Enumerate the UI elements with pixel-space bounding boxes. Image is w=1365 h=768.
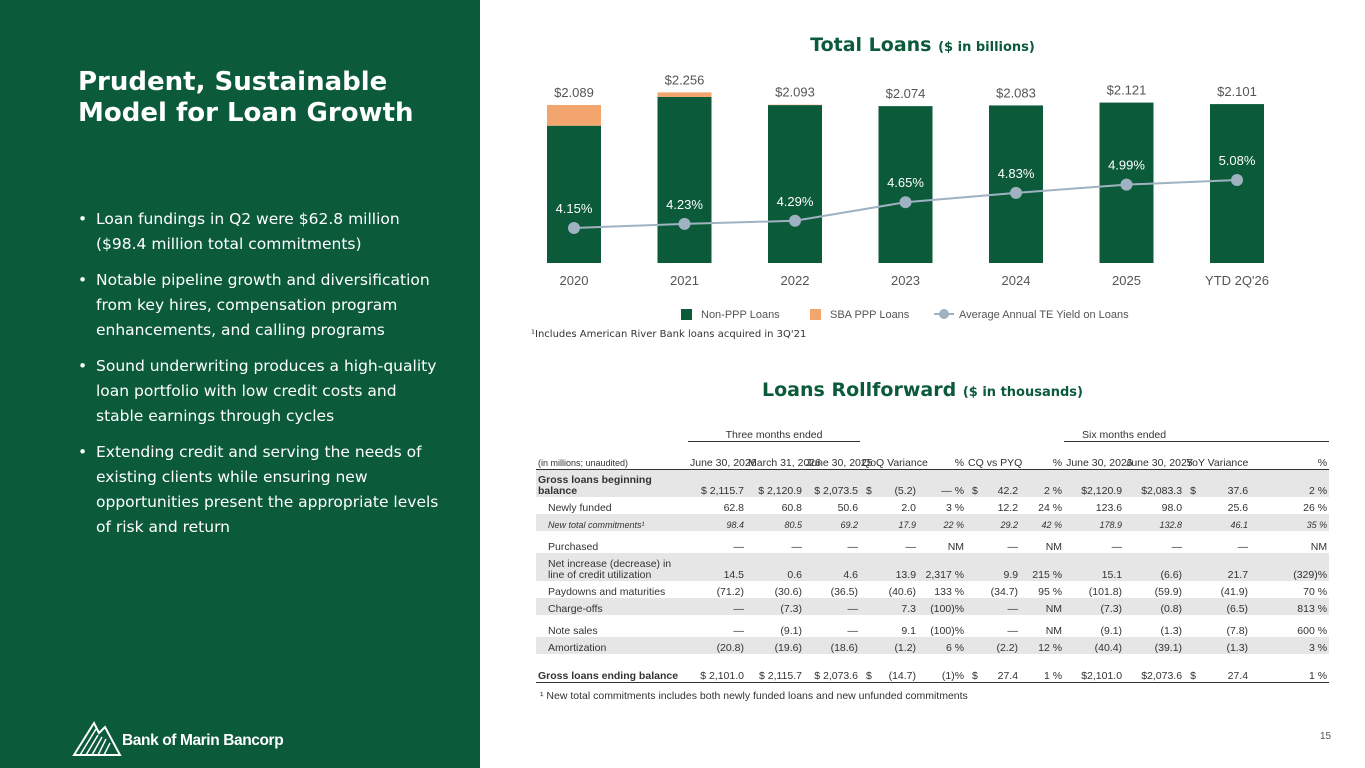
- col-header-cq: CQ vs PYQ: [966, 441, 1020, 469]
- table-row: [536, 514, 1329, 531]
- cell-cq-pct: NM: [1045, 541, 1063, 553]
- cell-mar26: 0.6: [746, 553, 804, 581]
- cell-cq: 9.9: [982, 553, 1020, 581]
- col-header-jun26: June 30, 2026: [688, 441, 746, 469]
- cell-mar26: 60.8: [781, 502, 802, 514]
- bar-total-label: $2.083: [996, 85, 1036, 101]
- page-number: 15: [1320, 731, 1332, 742]
- cell-cq-sym: [966, 553, 982, 581]
- cell-qoq: 7.3: [876, 598, 918, 615]
- table-row: [536, 598, 1329, 615]
- cell-jun26: $ 2,115.7: [688, 469, 746, 497]
- cell-mar26: (7.3): [746, 598, 804, 615]
- cell-yoy-sym: [1184, 598, 1200, 615]
- col-header-jun25: June 30, 2025: [804, 441, 860, 469]
- cell-cq: (2.2): [982, 637, 1020, 654]
- cell-six26: (40.4): [1064, 637, 1124, 654]
- yield-point: [1231, 174, 1243, 186]
- left-panel: [0, 0, 480, 768]
- cell-jun25: $ 2,073.5: [804, 469, 860, 497]
- cell-yoy: (6.5): [1200, 598, 1250, 615]
- cell-label: Amortization: [536, 637, 688, 654]
- col-header-six25: June 30, 2025: [1124, 441, 1184, 469]
- cell-six26: (7.3): [1064, 598, 1124, 615]
- cell-qoq: (1.2): [876, 637, 918, 654]
- legend-swatch-non-ppp: [681, 309, 692, 320]
- cell-jun25: 50.6: [837, 502, 859, 514]
- table-footnote: ¹ New total commitments includes both newly funded loans and new unfunded commitments: [540, 690, 968, 702]
- cell-cq-pct: 1 %: [1020, 654, 1064, 682]
- yield-label: 4.83%: [997, 165, 1035, 181]
- bullet-item: • Extending credit and serving the needs of existing clients while ensuring new opportunities present the appropriate levels of risk and return: [78, 440, 448, 540]
- cell-mar26: (9.1): [780, 625, 802, 637]
- cell-yoy: (7.8): [1226, 625, 1249, 637]
- cell-qoq-sym: [860, 497, 876, 514]
- cell-label: Net increase (decrease) in line of credit utilization: [536, 553, 688, 581]
- cell-jun25: 4.6: [804, 553, 860, 581]
- cell-cq-sym: $: [966, 654, 982, 682]
- cell-cq-sym: [966, 536, 982, 553]
- cell-cq-sym: [966, 514, 982, 531]
- cell-qoq: 9.1: [901, 625, 917, 637]
- bar-total-label: $2.074: [885, 86, 926, 102]
- yield-label: 4.29%: [776, 193, 814, 209]
- col-header-qoq-pct: %: [918, 441, 966, 469]
- table-title-text: Loans Rollforward: [762, 379, 957, 401]
- table-row: [536, 581, 1329, 598]
- cell-yoy-pct: 813 %: [1250, 598, 1329, 615]
- cell-cq: (34.7): [990, 586, 1019, 598]
- cell-yoy-pct: 70 %: [1303, 586, 1328, 598]
- bullet-item: • Notable pipeline growth and diversification from key hires, compensation program enhancements, and calling programs: [78, 268, 448, 343]
- bar-non-ppp: [989, 105, 1043, 263]
- cell-qoq-pct: (100)%: [918, 598, 966, 615]
- cell-six26: 123.6: [1095, 502, 1123, 514]
- x-tick-label: 2020: [559, 273, 589, 288]
- cell-qoq-pct: NM: [947, 541, 965, 553]
- bullet-list: [78, 207, 448, 551]
- cell-jun26: —: [688, 598, 746, 615]
- cell-jun25: —: [847, 625, 859, 637]
- cell-cq-pct: 2 %: [1020, 469, 1064, 497]
- cell-six25: $2,083.3: [1124, 469, 1184, 497]
- bullet-item: • Loan fundings in Q2 were $62.8 million ($98.4 million total commitments): [78, 207, 448, 257]
- cell-mar26: 80.5: [746, 514, 804, 531]
- x-tick-label: YTD 2Q'26: [1205, 273, 1269, 288]
- yield-point: [1121, 179, 1133, 191]
- col-header-yoy: YoY Variance: [1184, 441, 1250, 469]
- cell-six26: $2,101.0: [1064, 654, 1124, 682]
- cell-qoq-pct: 133 %: [934, 586, 965, 598]
- table-row: [536, 553, 1329, 581]
- logo-text: Bank of Marin Bancorp: [122, 732, 284, 749]
- table-row: [536, 497, 1329, 514]
- cell-cq: —: [1007, 541, 1019, 553]
- cell-yoy-pct: 26 %: [1303, 502, 1328, 514]
- cell-six25: (1.3): [1160, 625, 1183, 637]
- cell-jun26: —: [733, 625, 744, 637]
- cell-cq-sym: [966, 637, 982, 654]
- cell-qoq-sym: $: [860, 469, 876, 497]
- chart-title-unit: ($ in billions): [938, 40, 1035, 55]
- cell-yoy: —: [1237, 541, 1249, 553]
- x-tick-label: 2025: [1112, 273, 1141, 288]
- col-header-mar26: March 31, 2026: [746, 441, 804, 469]
- cell-qoq: 13.9: [876, 553, 918, 581]
- cell-qoq-sym: [860, 536, 876, 553]
- cell-yoy-pct: 3 %: [1250, 637, 1329, 654]
- bar-sba-ppp: [658, 92, 712, 97]
- yield-point: [679, 218, 691, 230]
- bar-total-label: $2.101: [1217, 84, 1257, 100]
- cell-yoy-sym: [1184, 620, 1200, 637]
- cell-cq-pct: 12 %: [1020, 637, 1064, 654]
- cell-qoq-pct: (100)%: [930, 625, 965, 637]
- yield-label: 4.99%: [1108, 157, 1145, 173]
- cell-qoq: (14.7): [876, 654, 918, 682]
- cell-cq-sym: [966, 620, 982, 637]
- cell-six26: $2,120.9: [1064, 469, 1124, 497]
- bank-logo: [72, 719, 292, 759]
- cell-jun25: (36.5): [830, 586, 859, 598]
- cell-qoq-sym: [860, 637, 876, 654]
- cell-qoq: 17.9: [876, 514, 918, 531]
- cell-jun26: 62.8: [723, 502, 744, 514]
- cell-jun26: 98.4: [688, 514, 746, 531]
- cell-yoy-pct: 2 %: [1250, 469, 1329, 497]
- col-header-qoq: QoQ Variance: [860, 441, 918, 469]
- cell-jun25: 69.2: [804, 514, 860, 531]
- cell-six25: (0.8): [1124, 598, 1184, 615]
- cell-cq-pct: 24 %: [1038, 502, 1063, 514]
- cell-label: Charge-offs: [536, 598, 688, 615]
- cell-qoq: —: [905, 541, 917, 553]
- yield-point: [1010, 187, 1022, 199]
- yield-label: 5.08%: [1218, 153, 1256, 168]
- legend-label-sba-ppp: SBA PPP Loans: [830, 309, 910, 321]
- cell-yoy-sym: [1184, 581, 1200, 598]
- cell-cq-sym: [966, 497, 982, 514]
- cell-yoy-sym: [1184, 553, 1200, 581]
- cell-yoy: (41.9): [1220, 586, 1249, 598]
- cell-mar26: $ 2,120.9: [746, 469, 804, 497]
- bar-total-label: $2.089: [554, 85, 594, 100]
- cell-qoq-pct: — %: [918, 469, 966, 497]
- cell-yoy: 25.6: [1227, 502, 1249, 514]
- cell-cq-pct: NM: [1045, 625, 1063, 637]
- table-row: [536, 536, 1329, 553]
- cell-mar26: (30.6): [774, 586, 802, 598]
- x-tick-label: 2022: [780, 273, 810, 288]
- cell-yoy-sym: $: [1184, 469, 1200, 497]
- cell-cq-pct: 215 %: [1020, 553, 1064, 581]
- table-title-unit: ($ in thousands): [962, 385, 1083, 400]
- yield-label: 4.15%: [555, 201, 593, 216]
- cell-cq-pct: NM: [1020, 598, 1064, 615]
- cell-cq: 42.2: [982, 469, 1020, 497]
- cell-jun25: —: [804, 598, 860, 615]
- cell-label: Gross loans beginning balance: [536, 469, 688, 497]
- bullet-item: • Sound underwriting produces a high-quality loan portfolio with low credit costs and stable earnings through cycles: [78, 354, 448, 429]
- bar-non-ppp: [547, 126, 601, 263]
- cell-yoy-sym: [1184, 637, 1200, 654]
- cell-yoy-pct: 600 %: [1297, 625, 1328, 637]
- cell-cq: 29.2: [982, 514, 1020, 531]
- legend-swatch-sba-ppp: [810, 309, 821, 320]
- yield-label: 4.23%: [666, 196, 703, 212]
- cell-mar26: —: [791, 541, 802, 553]
- cell-qoq-pct: 3 %: [945, 502, 965, 514]
- yield-point: [789, 215, 801, 227]
- cell-qoq-sym: [860, 553, 876, 581]
- cell-yoy-sym: [1184, 536, 1200, 553]
- legend-marker-yield: [939, 309, 949, 319]
- x-tick-label: 2023: [891, 273, 920, 288]
- cell-qoq-pct: 6 %: [918, 637, 966, 654]
- cell-jun25: $ 2,073.6: [804, 654, 860, 682]
- col-header-desc: (in millions; unaudited): [536, 441, 688, 469]
- cell-six25: (39.1): [1124, 637, 1184, 654]
- cell-cq: 27.4: [982, 654, 1020, 682]
- total-loans-chart: [480, 0, 1365, 330]
- cell-jun25: —: [847, 541, 859, 553]
- cell-yoy-sym: [1184, 514, 1200, 531]
- cell-yoy: 37.6: [1200, 469, 1250, 497]
- cell-yoy: 21.7: [1200, 553, 1250, 581]
- cell-label: Gross loans ending balance: [536, 654, 688, 682]
- cell-yoy: 27.4: [1200, 654, 1250, 682]
- col-header-yoy-pct: %: [1250, 441, 1329, 469]
- bar-non-ppp: [768, 105, 822, 263]
- cell-six26: —: [1111, 541, 1123, 553]
- cell-qoq-sym: [860, 598, 876, 615]
- cell-cq-sym: [966, 581, 982, 598]
- cell-qoq-sym: [860, 581, 876, 598]
- yield-label: 4.65%: [887, 175, 924, 191]
- cell-yoy-pct: 35 %: [1250, 514, 1329, 531]
- cell-yoy-pct: (329)%: [1250, 553, 1329, 581]
- bar-non-ppp: [658, 97, 712, 263]
- cell-jun26: (20.8): [688, 637, 746, 654]
- cell-jun26: 14.5: [688, 553, 746, 581]
- col-header-six26: June 30, 2026: [1064, 441, 1124, 469]
- table-row: [536, 620, 1329, 637]
- table-row: [536, 637, 1329, 654]
- cell-cq-pct: 42 %: [1020, 514, 1064, 531]
- cell-qoq-pct: 2,317 %: [918, 553, 966, 581]
- cell-mar26: $ 2,115.7: [746, 654, 804, 682]
- cell-cq: —: [1007, 625, 1019, 637]
- cell-yoy-sym: [1184, 497, 1200, 514]
- mountain-logo-icon: [72, 719, 122, 759]
- cell-six25: 132.8: [1124, 514, 1184, 531]
- cell-qoq: 2.0: [901, 502, 917, 514]
- bar-total-label: $2.256: [664, 72, 705, 88]
- bar-total-label: $2.093: [775, 84, 815, 100]
- cell-label: Paydowns and maturities: [548, 586, 666, 598]
- page-title: Prudent, Sustainable Model for Loan Growth: [78, 67, 414, 129]
- cell-jun25: (18.6): [804, 637, 860, 654]
- cell-label: New total commitments¹: [536, 514, 688, 531]
- cell-six25: 98.0: [1161, 502, 1183, 514]
- legend-label-non-ppp: Non-PPP Loans: [701, 309, 780, 321]
- group-three-months: Three months ended: [688, 426, 860, 441]
- cell-cq: —: [982, 598, 1020, 615]
- bar-sba-ppp: [547, 105, 601, 126]
- cell-qoq-pct: (1)%: [918, 654, 966, 682]
- cell-yoy-pct: 1 %: [1250, 654, 1329, 682]
- cell-cq-sym: [966, 598, 982, 615]
- cell-six26: 15.1: [1064, 553, 1124, 581]
- cell-qoq-sym: [860, 514, 876, 531]
- loans-rollforward-table: [536, 426, 1329, 683]
- x-tick-label: 2024: [1001, 273, 1031, 288]
- cell-label: Purchased: [548, 541, 599, 553]
- cell-cq-pct: 95 %: [1038, 586, 1063, 598]
- cell-cq-sym: $: [966, 469, 982, 497]
- cell-qoq-sym: [860, 620, 876, 637]
- yield-point: [568, 222, 580, 234]
- cell-jun26: —: [733, 541, 744, 553]
- cell-qoq: (5.2): [876, 469, 918, 497]
- cell-six25: (6.6): [1124, 553, 1184, 581]
- group-six-months: Six months ended: [1064, 426, 1184, 441]
- x-tick-label: 2021: [670, 273, 699, 288]
- cell-label: Newly funded: [548, 502, 612, 514]
- cell-six25: —: [1171, 541, 1183, 553]
- table-row: [536, 654, 1329, 682]
- table-row: [536, 469, 1329, 497]
- cell-yoy: 46.1: [1200, 514, 1250, 531]
- cell-six25: (59.9): [1154, 586, 1183, 598]
- cell-six26: 178.9: [1064, 514, 1124, 531]
- cell-cq: 12.2: [997, 502, 1019, 514]
- column-header-row: [536, 441, 1329, 469]
- bar-total-label: $2.121: [1106, 82, 1147, 98]
- cell-qoq-pct: 22 %: [918, 514, 966, 531]
- cell-qoq-sym: $: [860, 654, 876, 682]
- chart-footnote: ¹Includes American River Bank loans acquired in 3Q'21: [531, 329, 807, 340]
- group-header-row: [536, 426, 1329, 441]
- cell-six25: $2,073.6: [1124, 654, 1184, 682]
- cell-yoy: (1.3): [1200, 637, 1250, 654]
- cell-label: Note sales: [548, 625, 598, 637]
- cell-six26: (101.8): [1088, 586, 1123, 598]
- cell-mar26: (19.6): [746, 637, 804, 654]
- cell-six26: (9.1): [1100, 625, 1123, 637]
- cell-yoy-pct: NM: [1310, 541, 1328, 553]
- col-header-cq-pct: %: [1020, 441, 1064, 469]
- cell-qoq: (40.6): [888, 586, 917, 598]
- table-title: [480, 379, 1365, 401]
- cell-jun26: (71.2): [716, 586, 744, 598]
- cell-jun26: $ 2,101.0: [688, 654, 746, 682]
- yield-point: [900, 196, 912, 208]
- chart-title-text: Total Loans: [810, 34, 932, 56]
- legend-label-yield: Average Annual TE Yield on Loans: [959, 309, 1129, 321]
- cell-yoy-sym: $: [1184, 654, 1200, 682]
